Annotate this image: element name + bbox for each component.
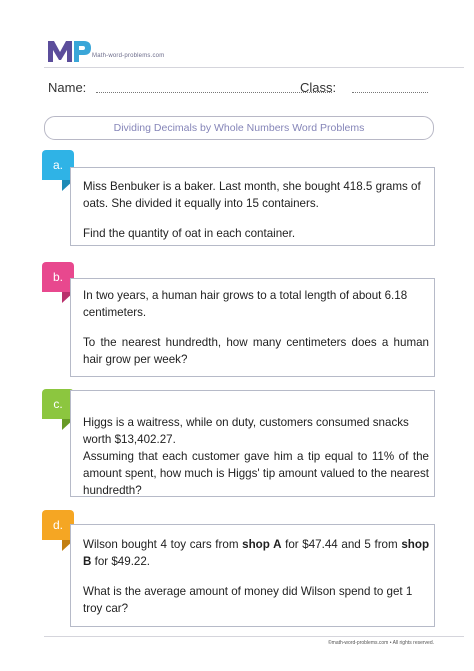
question-d-text-part: for $47.44 and 5 from — [281, 538, 402, 551]
copyright-footer: ©math-word-problems.com • All rights reserved. — [327, 640, 434, 646]
question-c-box — [70, 390, 435, 497]
question-a-text: Miss Benbuker is a baker. Last month, she bought 418.5 grams of oats. She divided it equally into 15 containers. — [83, 180, 421, 210]
class-field[interactable] — [352, 92, 428, 93]
mp-logo-icon — [46, 38, 92, 64]
header-divider — [44, 67, 464, 68]
logo-text: Math-word-problems.com — [92, 53, 165, 59]
shop-b-label: shop B — [83, 538, 430, 568]
question-b-text: In two years, a human hair grows to a total length of about 6.18 centimeters. — [83, 289, 408, 319]
worksheet-title: Dividing Decimals by Whole Numbers Word Problems — [44, 116, 434, 140]
question-d-tag: d. — [42, 510, 74, 540]
question-d-text-part: for $49.22. — [91, 555, 151, 568]
question-d-prompt: What is the average amount of money did Wilson spend to get 1 troy car? — [83, 585, 413, 615]
question-a-box — [70, 167, 435, 246]
footer-divider — [44, 636, 464, 637]
shop-a-label: shop A — [242, 538, 282, 551]
question-c-text: Higgs is a waitress, while on duty, customers consumed snacks worth $13,402.27. — [83, 416, 409, 446]
question-c-prompt: Assuming that each customer gave him a tip equal to 11% of the amount spent, how much is Higgs' tip amount valued to the nearest hundredth? — [83, 450, 429, 497]
question-b-tag: b. — [42, 262, 74, 292]
question-b-prompt: To the nearest hundredth, how many centimeters does a human hair grow per week? — [83, 336, 429, 366]
question-c-tag: c. — [42, 389, 74, 419]
question-d-text — [83, 536, 429, 570]
site-logo — [46, 38, 196, 64]
question-a-tag: a. — [42, 150, 74, 180]
name-label: Name: — [48, 80, 87, 95]
question-d-box — [70, 524, 435, 627]
class-label: Class: — [300, 80, 337, 95]
question-d-text-part: Wilson bought 4 toy cars from — [83, 538, 243, 551]
question-a-prompt: Find the quantity of oat in each container. — [83, 227, 296, 240]
name-field[interactable] — [96, 92, 332, 93]
name-class-row — [48, 80, 428, 98]
question-b-box — [70, 278, 435, 377]
